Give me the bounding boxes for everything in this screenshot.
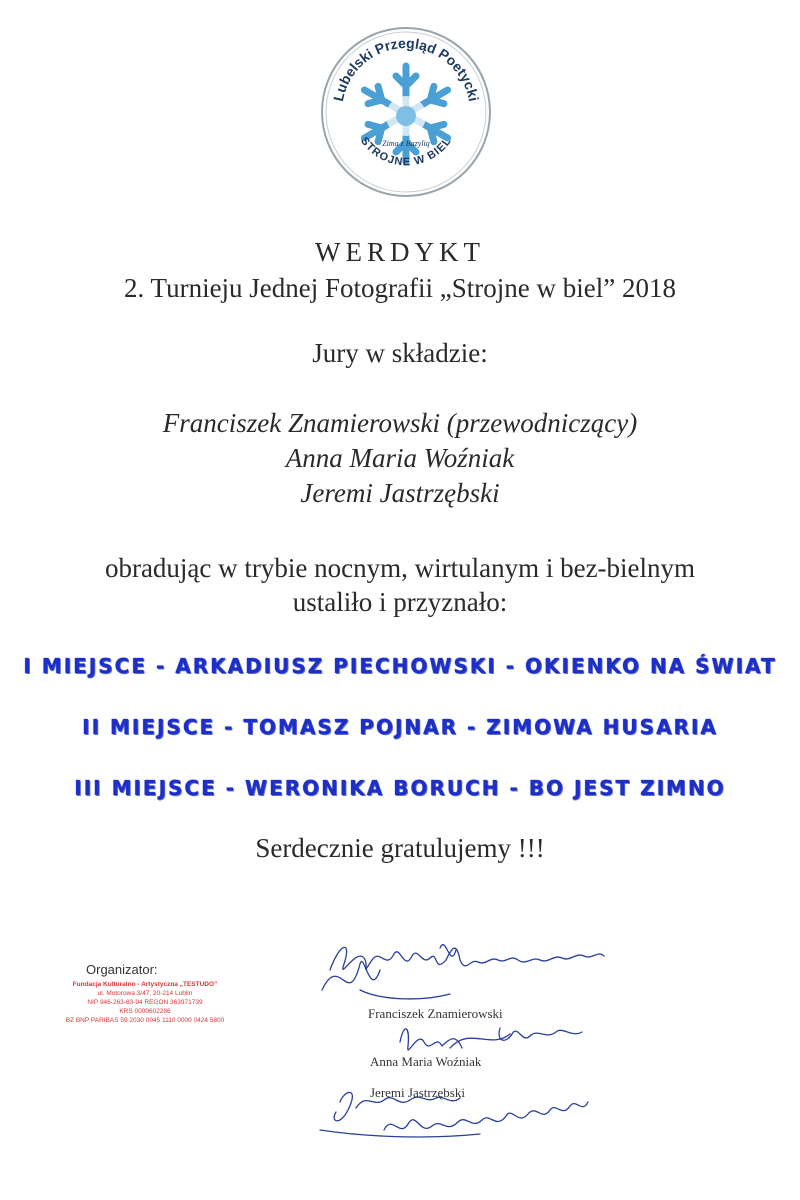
jury-member: Franciszek Znamierowski (przewodniczący): [162, 408, 638, 438]
logo-middle-text: Zima z Bazylią: [382, 139, 430, 148]
signer-name: Jeremi Jastrzębski: [370, 1085, 465, 1100]
award-first-place: I MIEJSCE - ARKADIUSZ PIECHOWSKI - OKIENKO NA ŚWIAT: [23, 654, 777, 678]
festival-logo-seal: [320, 26, 492, 198]
award-second-place: II MIEJSCE - TOMASZ POJNAR - ZIMOWA HUSARIA: [82, 715, 718, 739]
signer-name: Anna Maria Woźniak: [370, 1054, 482, 1069]
award-third-place: III MIEJSCE - WERONIKA BORUCH - BO JEST ZIMNO: [74, 776, 726, 800]
signatures-area: [300, 930, 620, 1160]
organizer-label: Organizator:: [86, 962, 158, 977]
signer-name: Franciszek Znamierowski: [368, 1006, 503, 1021]
snowflake-logo-icon: [320, 26, 492, 198]
deliberation-text: obradując w trybie nocnym, wirtulanym i bez-bielnym: [104, 553, 696, 583]
jury-member: Anna Maria Woźniak: [285, 443, 515, 473]
stamp-address: ul. Motorowa 3/47, 20-214 Lublin: [97, 990, 193, 997]
verdict-subtitle: 2. Turnieju Jednej Fotografii „Strojne w biel” 2018: [124, 273, 676, 303]
stamp-krs: KRS 0000602286: [119, 1008, 171, 1015]
logo-top-text: Lubelski Przegląd Poetycki: [329, 34, 483, 103]
stamp-ids: NIP 946-263-83-94 REGON 363971739: [87, 999, 203, 1006]
deliberation-text-continued: ustaliło i przyznało:: [292, 587, 508, 617]
organizer-stamp: [60, 980, 230, 1025]
handwritten-signatures-icon: [300, 930, 620, 1160]
stamp-name: Fundacja Kulturalno - Artystyczna „TESTUDO”: [72, 981, 218, 988]
stamp-bank: BZ BNP PARIBAS 59 2030 0045 1110 0000 0424 5800: [65, 1017, 225, 1024]
congratulations-text: Serdecznie gratulujemy !!!: [255, 833, 545, 863]
jury-heading: Jury w składzie:: [312, 338, 488, 368]
verdict-title: WERDYKT: [315, 237, 485, 267]
logo-bottom-text: STROJNE W BIEL: [358, 135, 454, 169]
jury-member: Jeremi Jastrzębski: [300, 478, 500, 508]
